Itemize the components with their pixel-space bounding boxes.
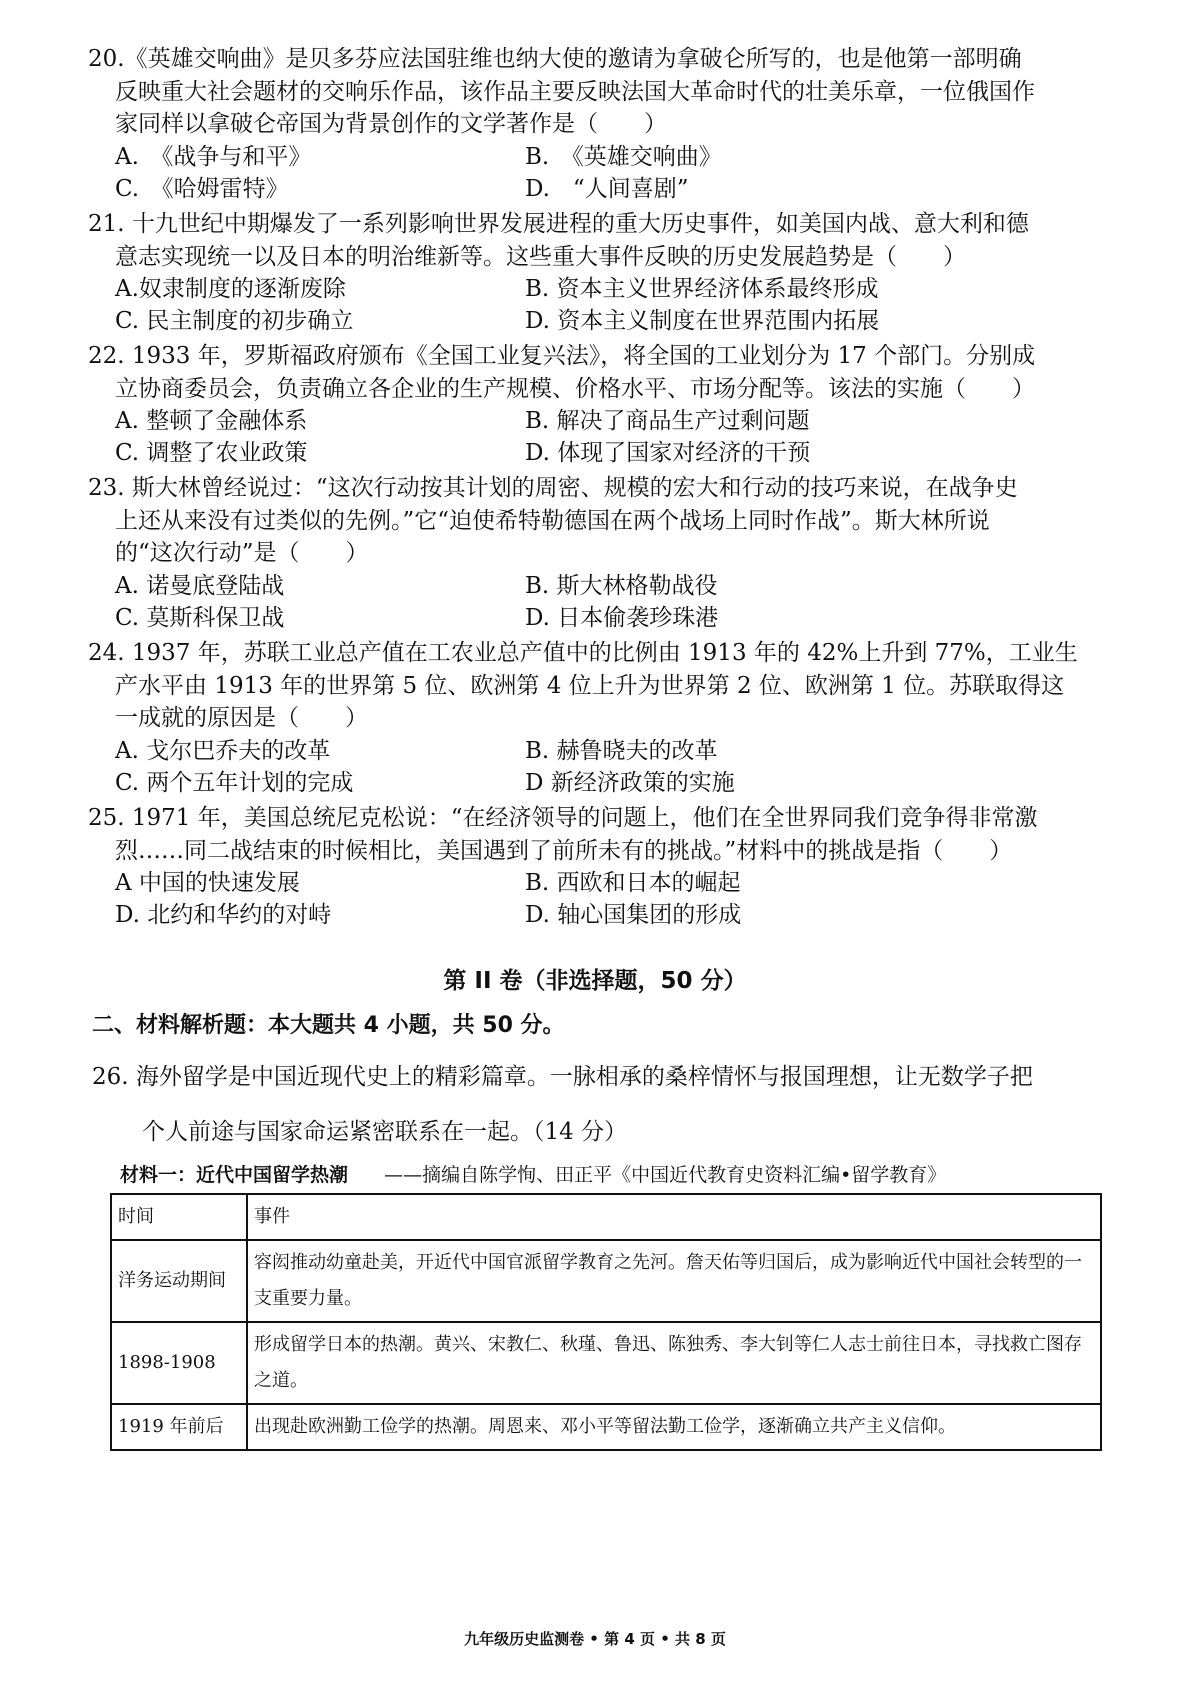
table-cell-time: 1898-1908: [111, 1322, 247, 1404]
option-b: B. 西欧和日本的崛起: [525, 870, 741, 896]
option-b: B. 解决了商品生产过剩问题: [525, 408, 810, 434]
question-line: 意志实现统一以及日本的明治维新等。这些重大事件反映的历史发展趋势是（ ）: [115, 243, 966, 270]
option-c: C. 两个五年计划的完成: [115, 769, 354, 796]
question-24: [88, 637, 1118, 799]
table-cell-time: 洋务运动期间: [111, 1240, 247, 1322]
question-line: 25. 1971 年，美国总统尼克松说：“在经济领导的问题上，他们在全世界同我们竞争得非常激: [88, 805, 1038, 831]
table-row: [111, 1404, 1101, 1450]
option-a: A. 《战争与和平》: [115, 143, 312, 170]
table-header-cell: 时间: [111, 1194, 247, 1240]
question-line: 家同样以拿破仑帝国为背景创作的文学著作是（ ）: [115, 111, 667, 137]
option-a: A. 戈尔巴乔夫的改革: [115, 737, 331, 764]
question-22: [88, 340, 1118, 469]
option-a: A. 诺曼底登陆战: [115, 572, 285, 599]
table-cell-event: 形成留学日本的热潮。黄兴、宋教仁、秋瑾、鲁迅、陈独秀、李大钊等仁人志士前往日本，寻找救亡图存之道。: [247, 1322, 1101, 1404]
question-line: 22. 1933 年，罗斯福政府颁布《全国工业复兴法》，将全国的工业划分为 17 个部门。分别成: [88, 343, 1036, 369]
table-row: [111, 1240, 1101, 1322]
question-line: 立协商委员会，负责确立各企业的生产规模、价格水平、市场分配等。该法的实施（ ）: [115, 375, 1035, 402]
question-line: 24. 1937 年，苏联工业总产值在工农业总产值中的比例由 1913 年的 42%上升到 77%，工业生: [88, 640, 1078, 666]
table-cell-event: 出现赴欧洲勤工俭学的热潮。周恩来、邓小平等留法勤工俭学，逐渐确立共产主义信仰。: [247, 1404, 1101, 1450]
question-line: 23. 斯大林曾经说过：“这次行动按其计划的周密、规模的宏大和行动的技巧来说，在战争史: [88, 475, 1018, 501]
page-footer: 九年级历史监测卷 • 第 4 页 • 共 8 页: [464, 1630, 726, 1648]
options: [88, 273, 1118, 337]
option-b: B. 《英雄交响曲》: [525, 143, 722, 170]
question-line: 26. 海外留学是中国近现代史上的精彩篇章。一脉相承的桑梓情怀与报国理想，让无数学子把: [92, 1064, 1033, 1090]
study-abroad-table: [110, 1193, 1102, 1451]
question-line: 个人前途与国家命运紧密联系在一起。（14 分）: [142, 1119, 628, 1145]
table-cell-time: 1919 年前后: [111, 1404, 247, 1450]
option-c: C. 《哈姆雷特》: [115, 175, 289, 202]
option-d: D. “人间喜剧”: [525, 175, 689, 202]
table-row: [111, 1322, 1101, 1404]
option-c: C. 调整了农业政策: [115, 440, 308, 466]
options: [88, 405, 1118, 469]
question-25: [88, 802, 1118, 931]
material-label: 材料一：近代中国留学热潮: [120, 1164, 349, 1186]
question-line: 烈……同二战结束的时候相比，美国遇到了前所未有的挑战。”材料中的挑战是指（ ）: [115, 837, 1013, 864]
question-line: 反映重大社会题材的交响乐作品，该作品主要反映法国大革命时代的壮美乐章，一位俄国作: [115, 78, 1035, 105]
option-c: D. 北约和华约的对峙: [115, 902, 332, 928]
option-c: C. 莫斯科保卫战: [115, 604, 285, 631]
option-d: D. 体现了国家对经济的干预: [525, 440, 811, 466]
option-c: C. 民主制度的初步确立: [115, 308, 354, 334]
material-title: [120, 1160, 1100, 1187]
option-d: D. 日本偷袭珍珠港: [525, 604, 719, 631]
question-line: 21. 十九世纪中期爆发了一系列影响世界发展进程的重大历史事件，如美国内战、意大利和德: [88, 211, 1029, 237]
options: [88, 570, 1118, 634]
options: [88, 735, 1118, 799]
table-header-cell: 事件: [247, 1194, 1101, 1240]
option-b: B. 资本主义世界经济体系最终形成: [525, 276, 879, 302]
section-title: 第 II 卷（非选择题，50 分）: [443, 968, 747, 994]
question-26: [92, 1050, 1122, 1160]
question-line: 的“这次行动”是（ ）: [115, 540, 369, 566]
question-line: 上还从来没有过类似的先例。”它“迫使希特勒德国在两个战场上同时作战”。斯大林所说: [115, 507, 990, 534]
option-a: A. 整顿了金融体系: [115, 408, 308, 434]
option-d: D. 资本主义制度在世界范围内拓展: [525, 308, 880, 334]
option-d: D 新经济政策的实施: [525, 769, 735, 796]
question-line: 产水平由 1913 年的世界第 5 位、欧洲第 4 位上升为世界第 2 位、欧洲第 1 位。苏联取得这: [115, 672, 1065, 699]
question-line: 一成就的原因是（ ）: [115, 705, 368, 731]
material-source: ——摘编自陈学恂、田正平《中国近代教育史资料汇编•留学教育》: [384, 1164, 947, 1186]
option-b: B. 斯大林格勒战役: [525, 572, 718, 599]
part-title: 二、材料解析题：本大题共 4 小题，共 50 分。: [92, 1013, 565, 1038]
question-line: 20.《英雄交响曲》是贝多芬应法国驻维也纳大使的邀请为拿破仑所写的，也是他第一部明确: [88, 46, 1022, 72]
option-a: A.奴隶制度的逐渐废除: [115, 276, 346, 302]
option-a: A 中国的快速发展: [115, 870, 300, 896]
option-d: D. 轴心国集团的形成: [525, 902, 742, 928]
option-b: B. 赫鲁晓夫的改革: [525, 737, 718, 764]
table-cell-event: 容闳推动幼童赴美，开近代中国官派留学教育之先河。詹天佑等归国后，成为影响近代中国社会转型的一支重要力量。: [247, 1240, 1101, 1322]
options: [88, 867, 1118, 931]
question-21: [88, 208, 1118, 337]
question-23: [88, 472, 1118, 634]
table-header-row: [111, 1194, 1101, 1240]
options: [88, 141, 1118, 205]
question-20: [88, 43, 1118, 205]
